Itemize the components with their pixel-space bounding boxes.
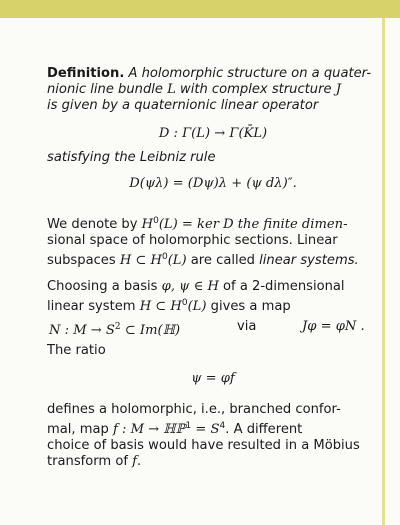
formula-operator: D : Γ(L) → Γ(K̄L) (158, 126, 268, 141)
definition-paragraph: Definition. A holomorphic structure on a quater- nionic line bundle L with complex structure J is given by a quaternionic linear operator (47, 66, 372, 113)
right-edge-stripe (382, 0, 385, 525)
definition-text: A holomorphic structure on a quater- (124, 66, 372, 81)
definition-heading: Definition. (47, 66, 125, 81)
formula-ratio: ψ = φf (191, 371, 235, 386)
ratio-label: The ratio (47, 343, 106, 358)
symbol-J: J (335, 82, 341, 97)
symbol-L: L (167, 82, 176, 97)
leibniz-intro: satisfying the Leibniz rule (47, 150, 216, 165)
term-linear-systems: linear systems. (259, 253, 359, 268)
conclusion-paragraph: defines a holomorphic, i.e., branched confor- mal, map f : M → ℍℙ$^1$ = $S^4$. A different choice of basis would have resulted in a Möbius transform of f. (47, 402, 360, 469)
formula-map-via: via (237, 319, 257, 334)
holomorphic-sections-paragraph: We denote by $H^0(L)$ = ker D the finite dimen- sional space of holomorphic sections. Linear subspaces H ⊂ $H^0(L)$ are called linear systems. (47, 216, 359, 268)
basis-paragraph: Choosing a basis φ, ψ ∈ H of a 2-dimensional linear system H ⊂ $H^0(L)$ gives a map (47, 279, 345, 314)
formula-leibniz: D(ψλ) = (Dψ)λ + (ψ dλ)″. (129, 176, 297, 191)
slide-content: Definition. A holomorphic structure on a quater- nionic line bundle L with complex structure J is given by a quaternionic linear operator D : Γ(L) → Γ(K̄L) satisfying the Leibniz rule D(ψλ) = (Dψ)λ + (ψ dλ)″. We denote by $H^0(L)$ = ker D the finite dimen- sional space of holomorphic sections. Linear subspaces H ⊂ $H^0(L)$ are called linear systems. Choosing a basis φ, ψ ∈ H of a 2-dimensional linear system H ⊂ $H^0(L)$ gives a map N : $M \to S^2$ ⊂ Im(ℍ) via Jφ = φN . The ratio ψ = φf defines a holomorphic, i.e., branched confor- mal, map f : M → ℍℙ$^1$ = $S^4$. A different choice of basis would have resulted in a Möbius transform of f. (47, 0, 379, 525)
